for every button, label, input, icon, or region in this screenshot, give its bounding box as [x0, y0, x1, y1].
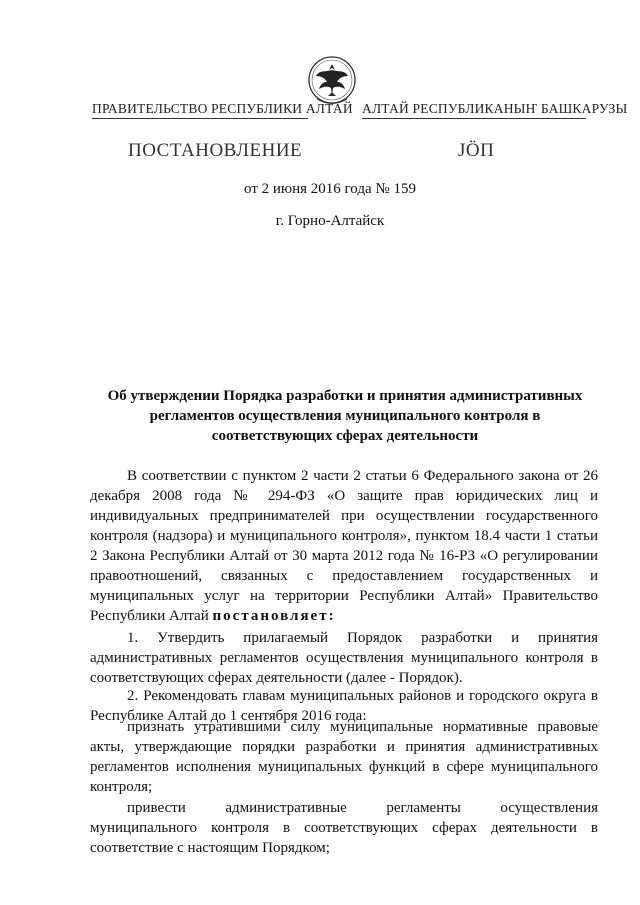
- preamble-paragraph: [90, 466, 598, 626]
- item-2-sub-b: привести административные регламенты осуществления муниципального контроля в соответствующих сферах деятельности в соответствие с настоящим Порядком;: [90, 800, 598, 856]
- org-name-altai: АЛТАЙ РЕСПУБЛИКАНЫҤ БАШКАРУЗЫ: [362, 101, 628, 116]
- decree-word: постановляет:: [212, 608, 336, 624]
- date-number: от 2 июня 2016 года № 159: [244, 181, 416, 197]
- document-title: Об утверждении Порядка разработки и принятия административных регламентов осуществления муниципального контроля в соответствующих сферах деятельности: [107, 388, 583, 444]
- header-rule-left: [92, 118, 308, 119]
- doc-type-ru: ПОСТАНОВЛЕНИЕ: [128, 140, 303, 161]
- preamble-text: В соответствии с пунктом 2 части 2 статьи 6 Федерального закона от 26 декабря 2008 года № 294-ФЗ «О защите прав юридических лиц и индивидуальных предпринимателей при осуществлении государственного контроля (надзора) и муниципального контроля», пунктом 18.4 части 1 статьи 2 Закона Республики Алтай от 30 марта 2012 года № 16-РЗ «О регулировании правоотношений, связанных с предоставлением государственных и муниципальных услуг на территории Республики Алтай» Правительство Республики Алтай: [90, 468, 598, 624]
- org-name-ru: ПРАВИТЕЛЬСТВО РЕСПУБЛИКИ АЛТАЙ: [92, 101, 353, 116]
- item-1: 1. Утвердить прилагаемый Порядок разработки и принятия административных регламентов осуществления муниципального контроля в соответствующих сферах деятельности (далее - Порядок).: [90, 630, 598, 686]
- item-2: 2. Рекомендовать главам муниципальных районов и городского округа в Республике Алтай до 1 сентября 2016 года:: [90, 688, 598, 724]
- doc-type-altai: ЈӦП: [458, 140, 495, 161]
- city: г. Горно-Алтайск: [275, 213, 385, 229]
- item-2-sub-a: признать утратившими силу муниципальные нормативные правовые акты, утверждающие порядки разработки и принятия административных регламентов исполнения муниципальных функций в сфере муниципального контроля;: [90, 719, 598, 795]
- header-rule-right: [362, 118, 586, 119]
